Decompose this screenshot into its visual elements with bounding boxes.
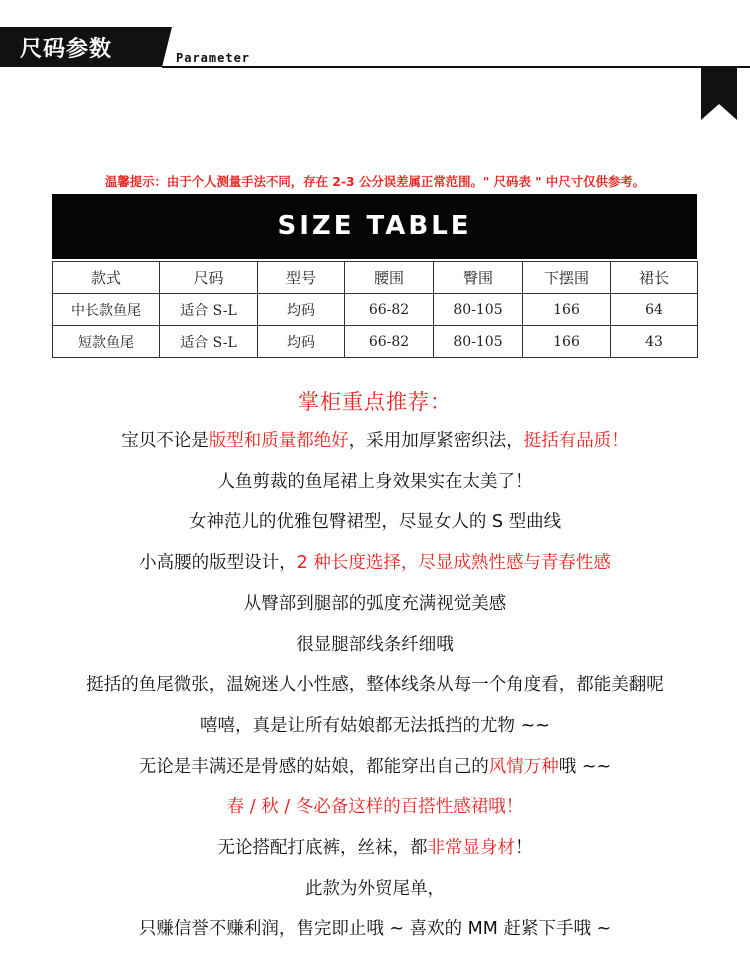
highlight-text: 春 / 秋 / 冬必备这样的百搭性感裙哦！ <box>226 797 524 818</box>
table-cell: 适合 S-L <box>160 326 258 358</box>
table-cell: 66-82 <box>345 294 434 326</box>
size-table-banner: SIZE TABLE <box>52 194 697 259</box>
body-text: ，采用加厚紧密织法， <box>348 431 524 451</box>
body-text: 从臀部到腿部的弧度充满视觉美感 <box>243 593 507 614</box>
highlight-text: 非常显身材 <box>427 838 515 858</box>
recommend-line <box>0 915 750 940</box>
table-cell: 中长款鱼尾 <box>53 294 160 326</box>
table-cell: 43 <box>611 326 698 358</box>
recommend-line <box>0 753 750 778</box>
recommend-line <box>0 468 750 493</box>
table-cell: 166 <box>523 326 611 358</box>
table-row <box>53 326 698 358</box>
recommend-line <box>0 549 750 574</box>
column-header: 臀围 <box>434 262 523 294</box>
body-text: 此款为外贸尾单， <box>305 878 445 899</box>
header-subtitle: Parameter <box>176 51 251 65</box>
body-text: 无论是丰满还是骨感的姑娘，都能穿出自己的 <box>138 756 489 777</box>
table-cell: 80-105 <box>434 326 523 358</box>
highlight-text: 版型和质量都绝好 <box>208 431 349 451</box>
table-cell: 均码 <box>258 326 345 358</box>
header-title: 尺码参数 <box>20 37 113 62</box>
column-header: 裙长 <box>611 262 698 294</box>
body-text: ！ <box>515 838 533 858</box>
column-header: 款式 <box>53 262 160 294</box>
recommend-line <box>0 590 750 615</box>
recommend-line <box>0 712 750 737</box>
body-text: 嘻嘻，真是让所有姑娘都无法抵挡的尤物 ~~ <box>200 715 550 736</box>
column-header: 型号 <box>258 262 345 294</box>
table-cell: 适合 S-L <box>160 294 258 326</box>
bookmark-icon <box>701 68 737 120</box>
highlight-text: 挺括有品质！ <box>523 431 629 451</box>
recommend-line <box>0 793 750 818</box>
body-text: 小高腰的版型设计， <box>139 553 297 574</box>
recommend-line <box>0 875 750 900</box>
header-tab-notch <box>162 27 172 67</box>
column-header: 尺码 <box>160 262 258 294</box>
body-text: 人鱼剪裁的鱼尾裙上身效果实在太美了！ <box>217 471 533 492</box>
body-text: 宝贝不论是 <box>121 431 209 451</box>
body-text: 无论搭配打底裤，丝袜，都 <box>217 838 428 858</box>
table-cell: 短款鱼尾 <box>53 326 160 358</box>
recommend-title: 掌柜重点推荐： <box>298 390 452 414</box>
measurement-notice: 温馨提示：由于个人测量手法不同，存在 2-3 公分误差属正常范围。" 尺码表 " 中尺寸仅供参考。 <box>104 174 646 189</box>
highlight-text: 风情万种 <box>488 756 559 777</box>
table-cell: 64 <box>611 294 698 326</box>
table-cell: 66-82 <box>345 326 434 358</box>
body-text: 很显腿部线条纤细哦 <box>296 634 454 655</box>
table-cell: 均码 <box>258 294 345 326</box>
recommend-line <box>0 427 750 452</box>
table-cell: 80-105 <box>434 294 523 326</box>
recommend-line <box>0 671 750 696</box>
recommend-line <box>0 631 750 656</box>
table-cell: 166 <box>523 294 611 326</box>
body-text: 哦 ~~ <box>558 756 612 777</box>
table-row <box>53 294 698 326</box>
column-header: 腰围 <box>345 262 434 294</box>
body-text: 只赚信誉不赚利润，售完即止哦 ~ 喜欢的 MM 赶紧下手哦 ~ <box>138 919 612 940</box>
size-table <box>52 261 698 358</box>
recommend-line <box>0 834 750 859</box>
body-text: 女神范儿的优雅包臀裙型，尽显女人的 S 型曲线 <box>188 512 562 533</box>
section-header <box>0 0 750 80</box>
column-header: 下摆围 <box>523 262 611 294</box>
recommend-line <box>0 508 750 533</box>
header-rule <box>162 66 750 68</box>
size-table-header-row <box>53 262 698 294</box>
body-text: 挺括的鱼尾微张，温婉迷人小性感，整体线条从每一个角度看，都能美翻呢 <box>86 675 664 696</box>
highlight-text: 2 种长度选择，尽显成熟性感与青春性感 <box>296 553 611 574</box>
